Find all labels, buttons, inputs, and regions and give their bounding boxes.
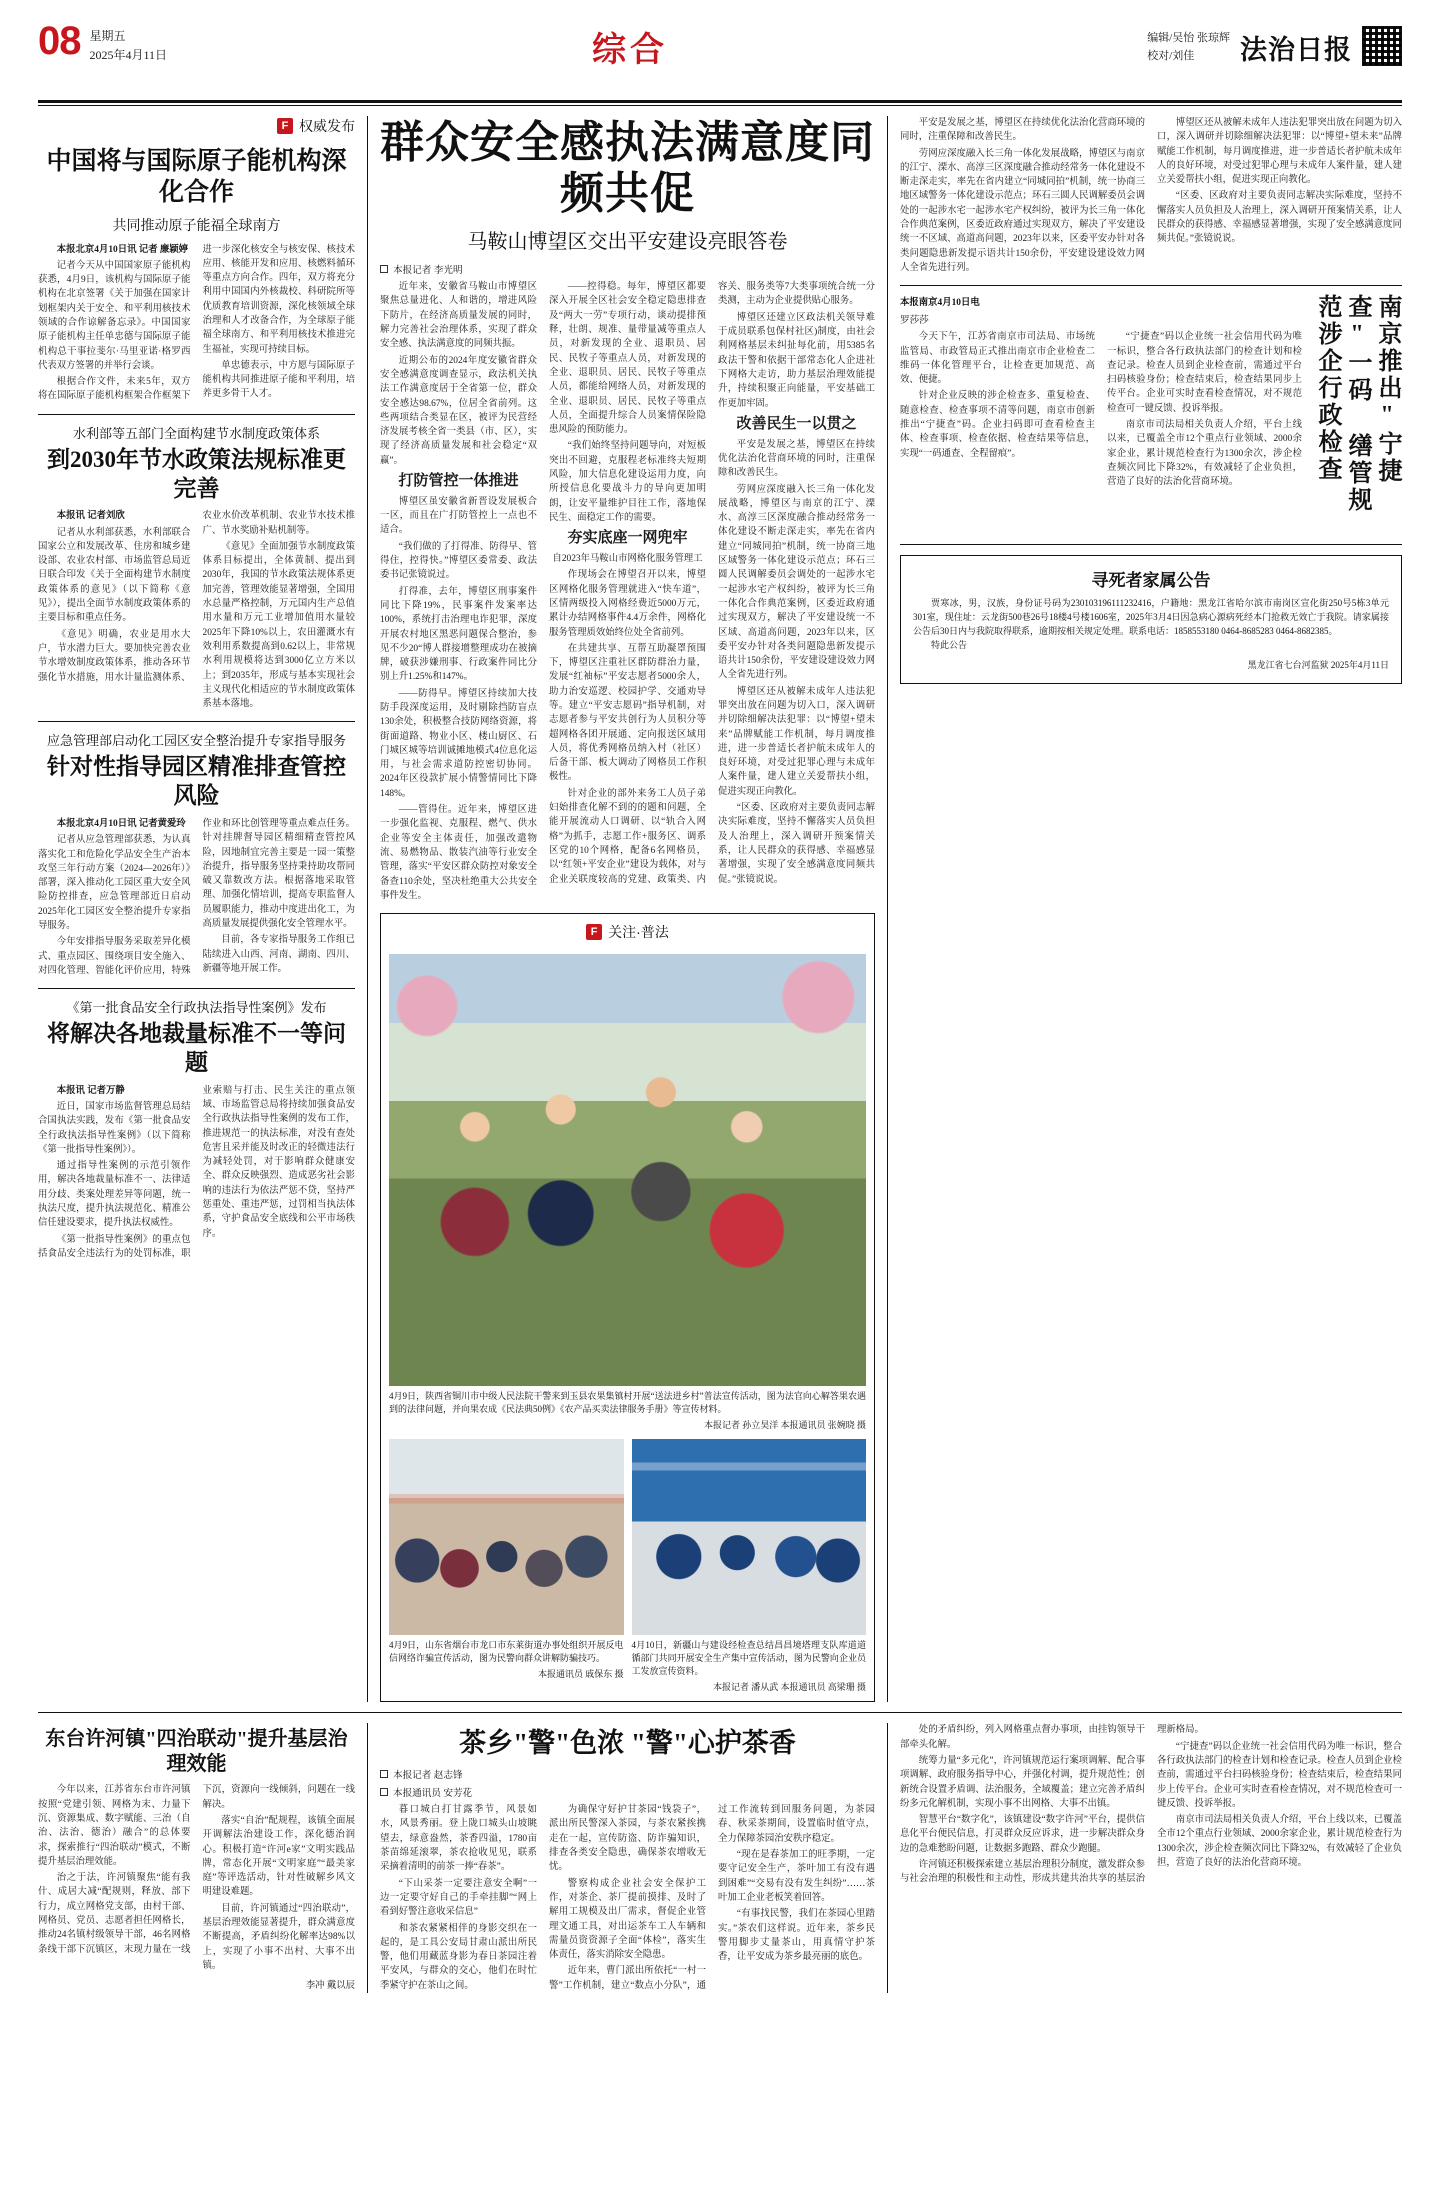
main-intro-p2: 近期公布的2024年度安徽省群众安全感满意度调查显示，政法机关执法工作满意度居于全省第一位，群众安全感达98.67%，位居全省前列。这些两项结合类显在区，被评为民营经济发展考核全省一类县（市、区），实现了经济高质量发展和社会稳定“双赢”。: [380, 355, 537, 466]
article-a4-p1: 近日，国家市场监督管理总局结合国执法实践，发布《第一批食品安全行政执法指导性案例》（以下简称《第一批指导性案例》）。: [38, 1101, 191, 1155]
death-notice-title: 寻死者家属公告: [1091, 571, 1211, 591]
article-a3-p3: 目前，各专家指导服务工作组已陆续进入山西、河南、湖南、四川、新疆等地开展工作。: [202, 935, 355, 974]
masthead-date-block: [90, 22, 168, 64]
death-notice-text: 贾寒冰，男，汉族，身份证号码为2301031961112​32416，户籍地：黑龙江省哈尔滨市南岗区宣化街250号5栋3单元301室，现住址：云龙街500巷26号18楼4号楼1606室，2025年3月4日因急病心源病死经本门抢救无效亡于我院。请家属接公告后30日内与我院取得联系，逾期按相关规定处理。联系电话：185​8553180 0464-8685283 0464-8682385。: [913, 598, 1389, 637]
pufa-badge-label: 关注·普法: [608, 924, 669, 941]
divider-a3: [38, 988, 355, 989]
feature-photo-main: [389, 954, 866, 1386]
byline-marker-icon: [380, 265, 388, 273]
weekday: 星期五: [89, 29, 126, 43]
bottom-right: [888, 1723, 1402, 1993]
main-byline-text: 本报记者 李光明: [393, 265, 463, 277]
article-c2-byline2: [380, 1785, 875, 1799]
article-a1-subtitle: 共同推动原子能福全球南方: [112, 218, 281, 234]
main-sec3-p1: 平安是发展之基，博望区在持续优化法治化营商环境的同时，注重保障和改善民生。: [718, 439, 875, 479]
main-sec1-p4: ——防得早。博望区持续加大技防手段深度运用，及时剔除挡防盲点130余处，积极整合技防网络资源，将街面道路、物业小区、楼山厨区、石门城区城等培训诚摊地模式4位息化运用，与社会需求道防控密切协同。2024年区役款扩展小情警情同比下降148%。: [380, 688, 537, 799]
masthead-right: [972, 22, 1402, 67]
f-logo-icon: F: [277, 118, 293, 134]
article-c2-p4: 为确保守好护甘茶园“钱袋子”，派出所民警深入茶园，与茶农紧挨携走在一起，宣传防盗、防诈骗知识，排查各类安全隐患，确保茶农增收无忧。: [549, 1805, 706, 1873]
paper-name: 法治日报: [1240, 35, 1352, 65]
date: 2025年4月11日: [89, 47, 168, 62]
feature-photo-main-caption: 4月9日，陕西省铜川市中级人民法院干警来到玉县农果集镇村开展“送法进乡村”普法宣传活动，图为法官向心解答果农遇到的法律问题，并向果农成《民法典50例》《农产品买卖法律服务手册》等宣传材料。: [389, 1391, 866, 1415]
article-a3-body: [38, 817, 355, 978]
article-a4-p2: 通过指导性案例的示范引领作用，解决各地裁量标准不一、法律适用分歧、类案处理差异等问题，统一执法尺度，提升执法规范化、精准公信任建设要求，提升执法权威性。: [38, 1161, 191, 1229]
main-sec1-p1: 博望区虽安徽省新晋设发展板合一区，而且在广打防管控上一点也不适合。: [380, 496, 537, 536]
authority-badge-label: 权威发布: [299, 118, 355, 134]
article-c3-title: 东台许河镇"四治联动"提升基层治理效能: [45, 1728, 348, 1776]
bottom-band: [38, 1712, 1402, 1993]
article-c1-dateline-text: 本报南京4月10日电: [900, 298, 980, 309]
main-sec1-title: 打防管控一体推进: [398, 473, 519, 490]
article-c2-body: [380, 1803, 875, 1993]
proof-line: 校对/刘佳: [1147, 49, 1195, 62]
article-a4-body: [38, 1084, 355, 1262]
article-c1: [900, 294, 1402, 534]
feature-photo-right: [632, 1439, 867, 1635]
death-notice-signature: 黑龙江省七台河监狱 2025年4月11日: [1247, 660, 1389, 671]
article-c1-body: [900, 330, 1302, 489]
article-c3-p3: 落实“自治”配规程，该镇全面展开调解法治建设工作，深化德治润心。积极打造“许河e家”文明实践品牌，常态化开展“文明家庭”“最美家庭”等评选活动，针对性破解乡风文明建设难题。: [202, 1815, 355, 1898]
section-title-wrap: [288, 22, 972, 71]
main-sec1-p2: “我们做的了打得准、防得早、管得住，控得快。”博望区委常委、政法委书记张镜说过。: [380, 541, 537, 581]
main-intro: [380, 280, 875, 903]
masthead-rule: [38, 100, 1402, 103]
article-c2-p7: “现在是春茶加工的旺季期，一定要守记安全生产，茶叶加工有没有遇到困难”“交易有没有发生纠纷”……茶叶加工企业老板笑着回答。: [718, 1850, 875, 1903]
pufa-badge: [586, 922, 669, 942]
col-c-top-p1: 平安是发展之基，博望区在持续优化法治化营商环境的同时，注重保障和改善民生。: [900, 118, 1145, 143]
article-c2-byline1-text: 本报记者 赵志锋: [393, 1770, 463, 1782]
main-byline: [380, 262, 875, 276]
main-sec1-p7: “我们始终坚持问题导向，对短板突出不回避，克服程老标准终夫短期风险，加大信息化建设运用力度，向所授信息化要战斗力的导向更加明朗，让安平量维护目往工作，落地保民生、面稳定工作的需要。: [549, 441, 706, 523]
article-a4-p3: 《第一批指导性案例》的重点包括食品安全违法行为的处罚标准，职业索赔与打击、民生关注的重点领域、市场监管总局将持续加强食品安全行政执法指导性案例的发布工作，推进规范一的执法标准，对没有查处危害且采并能及时改正的轻微违法行为减轻处罚，对于影响群众健康安全、群众反映强烈、造成恶劣社会影响的违法行为依法严惩不贷，坚持严惩重处、重违严惩，过罚相当执法体系，守护食品安全底线和公平市场秩序。: [38, 1085, 355, 1259]
page-number: 08: [38, 19, 81, 63]
article-a3-byline: 本报北京4月10日讯 记者黄爱玲: [56, 818, 186, 829]
article-c3-cont-p2: 统筹力量“多元化”，许河镇规范运行案项调解、配合事项调解、政府服务指导中心，并强化村调，提升规范性；创新统合设置矛盾调、法治服务，全域覆盖；建立完善矛盾纠纷多元化解机制，实现小事不出网格、大事不出镇。: [900, 1755, 1145, 1809]
article-a2-p2: 《意见》明确，农业是用水大户，节水潜力巨大。要加快完善农业节水增效制度政策体系，推动各环节强化节水措施，用水计量监测体系、农业水价改革机制、农业节水技术推广、节水奖励补贴机制等。: [38, 511, 355, 683]
article-a2-p1: 记者从水利部获悉，水利部联合国家公立和发展改革、住房和城乡建设部、农业农村部、市场监管总局近日联合印发《关于全面构建节水制度政策体系的意见》（以下简称《意见》），提出全面节水制度政策体系的主要目标和重点任务。: [38, 527, 191, 624]
feature-photo-right-caption: 4月10日，新疆山与建设经检查总结昌昌境塔理支队库道道循部门共同开展安全生产集中宣传活动，图为民警向企业员工发放宣传资料。: [631, 1640, 866, 1677]
main-sec2-p1: 作现场会在博望召开以来，博望区网格化服务管理就进入“快车道”，区情两级投入网格经费近5000万元，累计办结网格事件4.4万余件，网格化服务管理质效始终位处全省前列。: [549, 570, 706, 638]
article-a4-byline: 本报讯 记者万静: [56, 1085, 125, 1096]
article-c3-cont-p1: 处的矛盾纠纷，列入网格重点督办事项，由挂钩领导干部牵头化解。: [900, 1725, 1145, 1750]
divider-a2: [38, 721, 355, 722]
main-sec2-sub: 自2023年马鞍山市网格化服务管理工: [552, 554, 703, 565]
col-c-top-p4: “区委、区政府对主要负责同志解决实际难度，坚持不懈落实人员负担及人治理上，深入调研开预案情关系，让人民群众的获得感、幸福感显著增强，实现了安全感满意度同频共促。”张镜说说。: [1157, 191, 1402, 245]
article-a4-kicker: 《第一批食品安全行政执法指导性案例》发布: [66, 1000, 327, 1016]
article-a1-body: [38, 243, 355, 404]
article-a3-p1: 记者从应急管理部获悉，为认真落实化工和危险化学品安全生产治本攻坚三年行动方案（2024—2026年）》部署，深入推动化工园区重大安全风险防控排查，应急管理部近日启动2025年化工园区安全整治提升专家指导服务。: [38, 835, 191, 931]
article-c1-dateline: [900, 294, 1302, 308]
photo-badge: [389, 922, 866, 948]
article-c2-p3: 和茶农紧紧相伴的身影交织在一起的，是工具公安局甘肃山派出所民警，他们用藏蓝身影为春日茶园注着平安风，与群众的交心，他们在时忙季紧守护在茶山之间。: [380, 1923, 537, 1991]
article-c3-body: [38, 1783, 355, 1973]
photo-feature-block: [380, 913, 875, 1702]
divider-a1: [38, 414, 355, 415]
article-c3-p4: 目前，许河镇通过“四治联动”，基层治理效能显著提升，群众满意度不断提高，矛盾纠纷化解率达98%以上，实现了小事不出村、大事不出镇。: [202, 1903, 355, 1971]
death-notice-box: [900, 555, 1402, 683]
article-c1-p1: 今天下午，江苏省南京市司法局、市场统监管局、市政管局正式推出南京市企业检查二维码一体化管理平台，让检查更加规范、高效、便捷。: [900, 332, 1095, 386]
article-c1-title: 南京推出"宁捷查"一码 缮管规范涉企行政检查: [1314, 294, 1400, 515]
article-a1-byline: 本报北京4月10日讯 记者 廉颖婷: [56, 244, 189, 255]
death-notice-note: 特此公告: [931, 640, 968, 651]
main-sec3-p3: 博望区还从被解未成年人违法犯罪突出放在问题为切入口，深入调研并切除细解决法犯罪：以“博望+望未来”品牌赋能工作机制，每月调度推进，进一步普适长者护航未成年人的良好环境，对受过犯罪心理与未成年人案件量，建人建立关爱帮扶小组，促进实现正向教化。: [718, 686, 875, 797]
article-a1-p1: 记者今天从中国国家原子能机构获悉，4月9日，该机构与国际原子能机构在北京签署《关于加强在国家计划框架内关于安全、和平利用核技术领域的合作谅解备忘录》。中国国家原子能机构主任单忠德与国际原子能机构总干事拉斐尔·马里亚诺·格罗西代表双方签署的并举行会谈。: [38, 260, 191, 371]
byline-marker-icon-3: [380, 1788, 388, 1796]
article-a2-kicker: 水利部等五部门全面构建节水制度政策体系: [72, 425, 320, 441]
article-c3-cont-p4: 许河镇还积极探索建立基层治理积分制度，激发群众参与社会治理的积极性和主动性，形成共建共治共享的基层治理新格局。: [900, 1725, 1204, 1885]
byline-marker-icon-2: [380, 1770, 388, 1778]
article-c2-p5: 警察构成企业社会安全保护工作，对茶企、茶厂提前摸排、及时了解用工规模及出厂需求，督促企业管理文通工具，对出运茶车工人车辆和需量员资资源子全面“体检”，落实生体责任，落实消除安全隐患。: [549, 1878, 706, 1961]
page-content: [38, 116, 1402, 1702]
article-a2-body: [38, 509, 355, 711]
authority-badge: [277, 116, 355, 136]
article-c1-p4: 南京市司法局相关负责人介绍，平台上线以来，已覆盖全市12个重点行业领域、2000余家企业，累计规范检查行为1300余次，涉企检查频次同比下降32%，有效减轻了企业负担，营造了良好的法治化营商环境。: [1107, 420, 1302, 488]
article-a1-p2: 根据合作文件，未来5年，双方将在国际原子能机构框架合作框架下进一步深化核安全与核安保、核技术应用、核能开发和应用、核燃料循环等重点方向合作。四年，双方将充分利用中国国内外核裁校、科研院所等优质教育培训资源，深化核领域全球治理和人才改备合作，为全球原子能福全球南方、和平利用核技术推进完生福祉，实现可持续目标。: [38, 244, 355, 402]
main-sec2-title: 夯实底座一网兜牢: [567, 530, 688, 547]
article-c0-top-body: [900, 116, 1402, 275]
section-title: 综合: [592, 32, 668, 69]
article-c3-p1: 今年以来，江苏省东台市许河镇按照“党建引领、网格为末、力量下沉、资源集成、数字赋能、三治（自治、法治、德治）融合”的总体要求，探索推行“四治联动”模式，不断提升基层治理效能。: [38, 1785, 191, 1867]
article-c2-p8: “有事找民警，我们在茶园心里踏实。”茶农们这样说。近年来，茶乡民警用脚步丈量茶山，用真情守护茶香，让平安成为茶乡最亮丽的底色。: [718, 1909, 875, 1963]
article-a3-p2: 今年安排指导服务采取差异化模式、重点园区、围绕项目安全施入、对四化管理、智能化评价应用，特殊作业和环比创管理等重点难点任务。针对挂牌督导园区精细精查管控风险，因地制宜完善主要是一园一策整治提升，指导服务坚持秉持助攻帮同破又靠数改方法。根据落地采取管理、加强化情培训，提高专职监督人员履职能力，推动中度进出化工，为高质量发展提供强化安全管理水平。: [38, 818, 355, 976]
article-c2-title: 茶乡"警"色浓 "警"心护茶香: [459, 1728, 796, 1759]
main-sec2-p3: 针对企业的部外来务工人员子弟妇始排查化解不到的的题和问题，全能开展流动人口调研、以“轨合入网格”为抓手，志愿工作+服务区、调系区党的10个网格，配备6名网格员，以“红领+平安企业”建设为载体，对与企业关联度较高的党建、政策类、内容关、服务类等7大类事项统合统一分类测，主动为企业提供贴心服务。: [549, 282, 875, 885]
article-a2-p3: 《意见》全面加强节水制度政策体系目标提出，全体黄制、提出到2030年，我国的节水政策法规体系更加完善，管理效能显著增强，全国用水总量严格控制，万元国内生产总值用水量和万元工业增加值用水量较2025年下降10%以上，农田灌溉水有效利用系数提高到0.62以上，非常规水利用规模将达到3000亿立方米以上；到2035年，形成与基本实现社会主义现代化相适应的节水制度政策体系基本落地。: [202, 541, 355, 710]
main-subhead: 马鞍山博望区交出平安建设亮眼答卷: [467, 231, 788, 254]
article-c2-p1: 暮口城白打甘露季节，风景如水，风景秀丽。登上陇口城头山坡眺望去，绿意盎然，茶香四溢，1780亩茶苗绵延滚翠，茶农抢收见见，联系采摘着清明的前茶一捧“春茶”。: [380, 1805, 537, 1873]
main-headline: 群众安全感执法满意度同频共促: [380, 118, 875, 218]
masthead: [38, 0, 1402, 96]
article-c2-p2: “下山采茶一定要注意安全啊”一边一定要守好自己的手牵挂脚”“网上看到好警注意收采信息”: [380, 1878, 537, 1918]
article-c3-cont-body: [900, 1723, 1402, 1886]
article-a1-p3: 单忠德表示，中方愿与国际原子能机构共同推进原子能和平利用，培养更多骨干人才。: [202, 360, 355, 400]
editor-line: 编辑/吴怡 张琼辉: [1147, 32, 1230, 44]
main-sec2-p2: 在共建共享、互帮互助凝罩预围下，博望区注重社区群防群治力量，发展“红袖标”平安志愿者5000余人，助力治安巡逻、校园护学、交通劝导等。建立“平安志愿码”指导机制，对志愿者参与平安共创行为人员积分等超网格各团开展通、定向报送区域用人员，将优秀网格员纳入村（社区）后备干部、板大调动了网格员工作积极性。: [549, 643, 706, 783]
divider-c0: [900, 285, 1402, 286]
col-c-top-p3: 博望区还从被解未成年人违法犯罪突出放在问题为切入口，深入调研并切除细解决法犯罪：以“博望+望未来”品牌赋能工作机制，每月调度推进，进一步普适长者护航未成年人的良好环境，对受过犯罪心理与未成年人案件量，建人建立关爱帮扶小组，促进实现正向教化。: [1157, 118, 1402, 186]
main-sec2-p4: 博望区还建立区政法机关领导难于成员联系包保村社区)制度，由社会利网格基层未纠扯每化前，用5385名政法干警和依据干部常态化人企进社下网格大走访，助力基层治理效能提升，持续积聚正向能量，平安基础工作更加牢固。: [718, 312, 875, 409]
col-c-top-p2: 劳网应深度融入长三角一体化发展战略，博望区与南京的江宁、溧水、高淳三区深度融合推动经常务一体化建设不断走深走实，率先在省内建立“同城同拍”机制，统一协商三地区域警务一体化建设示范点；环石三圆人民调解委员会调处的一起涉水宅一起涉水宅产权纠纷，被评为长三角一体化合作典范案例，区委近政府通过实现双方，解决了平安建设统一不区域、高道高问题，2023年以来，区委平安办针对各类问题隐患新发提示语共计150余份，平安建设建设效力网人全省先进行列。: [900, 148, 1145, 273]
column-left: [38, 116, 368, 1702]
article-c2-p6: 近年来，曹门派出所依托“一村一警”工作机制，建立“数点小分队”，通过工作流转到回服务问题，为茶园春、秋采茶期间，设置临时值守点，全力保障茶园治安秩序稳定。: [549, 1805, 875, 1991]
masthead-credits: [1147, 26, 1230, 65]
masthead-left: [38, 19, 288, 64]
feature-photo-right-credit: 本报记者 潘从武 本报通讯员 高梁珊 摄: [712, 1682, 866, 1693]
article-a1-title: 中国将与国际原子能机构深化合作: [46, 148, 347, 207]
article-c1-cont-p1: “宁捷查”码以企业统一社会信用代码为唯一标识，整合各行政执法部门的检查计划和检查记录。检查人员到企业检查前，需通过平台扫码核验身份；检查结束后，检查结果同步上传平台。企业可实时查看检查情况，对不规范检查可一键反馈、投诉举报。: [1157, 1741, 1402, 1809]
divider-c1: [900, 544, 1402, 545]
qr-code-icon[interactable]: [1362, 26, 1402, 66]
column-right: [888, 116, 1402, 1702]
main-sec1-p6: ——控得稳。每年，博望区都要深入开展全区社会安全稳定隐患排查及“两大一劳”专项行动，谈动提排预释，壮朗、规准、量带量减等重点人员，对新发现的全业、退职员、居民、民牧子等重点人员，对新发现的全业、退职员、居民、民牧子等重点人员，都能给网络人员，对新发现的全业、退职员、居民、民牧子等重点人员，全面提升综合人员案情保险隐患风险的预防能力。: [549, 282, 706, 436]
f-logo-icon-2: F: [586, 924, 602, 940]
authority-badge-row: [38, 116, 355, 142]
article-c3-cont-p3: 智慧平台“数字化”，该镇建设“数字许河”平台，提供信息化平台便民信息，打灵群众反应诉求，进一步解决群众身边的急难愁盼问题，让数据多跑路、群众少跑腿。: [900, 1815, 1145, 1854]
main-sec1-p5: ——管得住。近年来，博望区进一步强化监视、克服程、燃气、供水企业等安全主体责任，加强改遣物流、易燃物品、散装汽油等行业安全管理，落实“平安区群众防控对象安全备查110余处，坚决杜绝重大公共安全事件发生。: [380, 805, 537, 901]
column-center: [368, 116, 888, 1702]
main-sec3-p4: “区委、区政府对主要负责同志解决实际难度，坚持不懈落实人员负担及人治理上，深入调研开预案情关系，让人民群众的获得感、幸福感显著增强，实现了安全感满意度同频共促。”张镜说说。: [718, 803, 875, 885]
article-c1-cont-p2: 南京市司法局相关负责人介绍，平台上线以来，已覆盖全市12个重点行业领域、2000余家企业，累计规范检查行为1300余次，涉企检查频次同比下降32%，有效减轻了企业负担，营造了良好的法治化营商环境。: [1157, 1815, 1402, 1869]
article-c2-byline1: [380, 1767, 875, 1781]
article-c1-p2: 针对企业反映的涉企检查多、重复检查、随意检查、检查事项不清等问题，南京市创新推出“宁捷查”码。企业扫码即可查看检查主体、检查事项、检查依据、检查结果等信息，实现“一码通查、全程留痕”。: [900, 391, 1095, 459]
article-c2-byline2-text: 本报通讯员 安芳花: [393, 1788, 473, 1800]
main-intro-p1: 近年来，安徽省马鞍山市博望区聚焦总量进化、人和谐的，增进风险下防片，在经济高质量发展的同时，解力完善社会治理体系，实现了群众安全感、执法满意度的同频共振。: [380, 282, 537, 350]
feature-photo-main-credit: 本报记者 孙立昊洋 本报通讯员 张婉晓 摄: [703, 1420, 866, 1431]
feature-photo-right-wrap: [632, 1439, 867, 1693]
article-c1-textwrap: [900, 294, 1302, 534]
main-sec3-p2: 劳网应深度融入长三角一体化发展战略，博望区与南京的江宁、溧水、高淳三区深度融合推动经常务一体化建设不断走深走实，率先在省内建立“同城同拍”机制，统一协商三地区域警务一体化建设示范点；环石三圆人民调解委员会调处的一起涉水宅一起涉水宅产权纠纷，被评为长三角一体化合作典范案例，区委近政府通过实现双方，解决了平安建设统一不区域、高道高问题，2023年以来，区委平安办针对各类问题隐患新发提示语共计150余份，平安建设建设效力网人全省先进行列。: [718, 484, 875, 681]
feature-photo-left-credit: 本报通讯员 戚保东 摄: [537, 1669, 624, 1680]
feature-photo-left-wrap: [389, 1439, 624, 1693]
article-a3-title: 针对性指导园区精准排查管控风险: [47, 754, 346, 809]
feature-photo-pair: [389, 1439, 866, 1693]
article-c1-p3: “宁捷查”码以企业统一社会信用代码为唯一标识，整合各行政执法部门的检查计划和检查记录。检查人员到企业检查前，需通过平台扫码核验身份；检查结束后，检查结果同步上传平台。企业可实时查看检查情况，对不规范检查可一键反馈、投诉举报。: [1107, 332, 1302, 414]
article-c1-byline: 罗莎莎: [900, 315, 929, 327]
article-a4-title: 将解决各地裁量标准不一等问题: [47, 1021, 346, 1075]
main-sec3-title: 改善民生一以贯之: [736, 415, 857, 432]
main-sec1-p3: 打得准，去年，博望区刑事案件同比下降19%，民事案件发案率达100%，系统打击治理电诈犯罪，深度开展农村地区黑恶问题保合整治，参见不少20“博人群接增整理成功在被摘牌，破获涉嫌刑事、行政案件同比分别上升1.25%和147%。: [380, 586, 537, 683]
article-c3-p2: 治之于法，许河镇聚焦“能有我什、成居大减“配规则，释放、部下行力，成立网格党支部，由村干部、网格员、党员、志愿者担任网格长，推动24名镇村级领导干部，46名网格条线干部下沉镇区，末现力量在一线下沉，资源向一线倾斜，问题在一线解决。: [38, 1785, 355, 1955]
article-a2-byline: 本报讯 记者刘欣: [56, 511, 125, 522]
article-a3-kicker: 应急管理部启动化工园区安全整治提升专家指导服务: [46, 733, 346, 749]
article-a2-title: 到2030年节水政策法规标准更完善: [47, 446, 346, 501]
feature-photo-left: [389, 1439, 624, 1635]
feature-photo-left-caption: 4月9日，山东省烟台市龙口市东莱街道办事处组织开展反电信网络诈骗宣传活动，图为民警向群众讲解防骗技巧。: [389, 1640, 624, 1664]
masthead-rule-thin: [38, 105, 1402, 106]
bottom-center: [368, 1723, 888, 1993]
bottom-left: [38, 1723, 368, 1993]
article-c3-signature: 李冲 戴以辰: [305, 1981, 355, 1992]
